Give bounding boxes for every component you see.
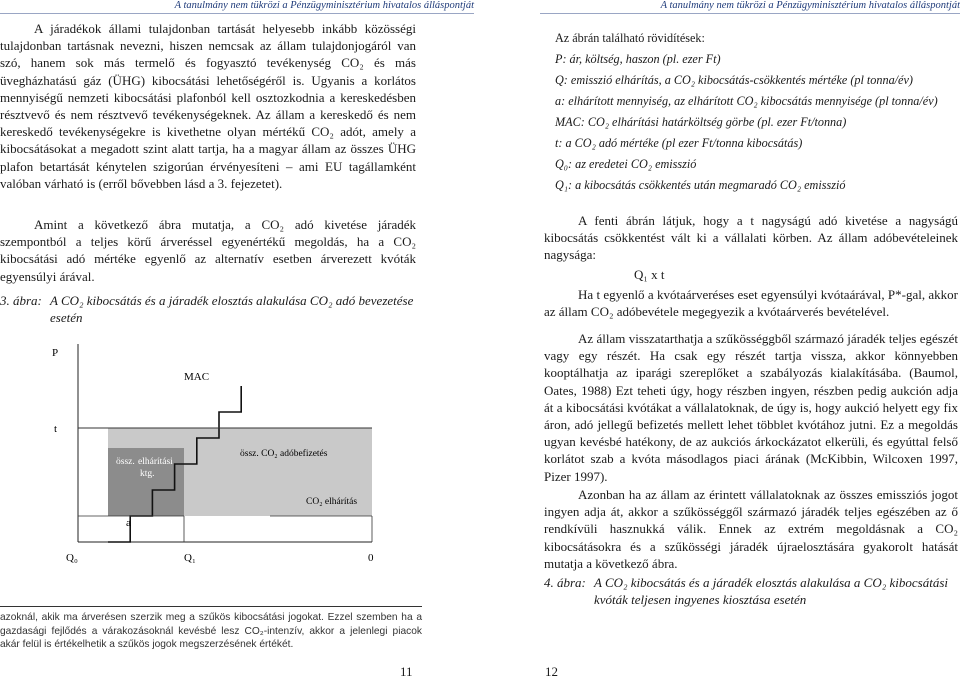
def-t: t: a CO₂ adó mértéke (pl ezer Ft/tonna kibocsátás) — [555, 136, 803, 150]
box1-line1: össz. — [116, 457, 135, 467]
right-paragraph-3: Az állam visszatarthatja a szűkösséggből származó járadék teljes egészét vagy egy részét. Ha csak egy részét tartja vissza, akkor könnyebben kooptálhatja az iparági szereplőket a szabályozás kialakításába. (Baumol, Oates, 1988) Ezt teheti úgy, hogy részben ingyen, részben pedig aukción adja át a kibocsátási kvótákat a vállalatoknak, de úgy is, hogy aukció helyett egy fix áron, adó jellegű befizetés mellett lehet többlet kvótához jutni. Ez a megoldás ugyan kevésbé hatékony, de az aukciós árkockázatot elkerüli, és egyúttal felső korlátot szab a kvóta másodlagos piaci árának (McKibbin, Wilcoxen 1997, Pizer 1997). — [544, 331, 958, 484]
a-label: a — [126, 517, 131, 529]
p-axis-label: P — [52, 347, 59, 359]
abbreviation-intro: Az ábrán található rövidítések: — [555, 31, 705, 45]
page-number-left: 11 — [400, 664, 413, 679]
page-header-right: A tanulmány nem tükrözi a Pénzügyminisztérium hivatalos álláspontját — [540, 0, 960, 14]
right-paragraph-4: Azonban ha az állam az érintett vállalatoknak az összes emissziós jogot ingyen adja át, akkor a szűkösséggől származó járadék teljes egészében az ő rendkívüli hasznukká válik. Ennek az extrém megoldásnak a CO₂ kibocsátásokra és a szűkösségi járadék újraelosztására gyakorolt hatását mutatja a következő ábra. — [544, 487, 958, 571]
figure-4-caption — [544, 574, 958, 608]
box1-line2: elhárítási — [138, 457, 173, 467]
zero-label: 0 — [368, 552, 374, 564]
figure-3-label: 3. ábra: — [0, 293, 42, 308]
footnote: azoknál, akik ma árverésen szerzik meg a szűkös kibocsátási jogokat. Ezzel szemben ha a gazdasági fejlődés a várakozásoknál kevésbé lesz CO₂-intenzív, akkor a jelenlegi piacok akár felül is értékelhetik a szűkös jogok megszerzésének értékét. — [0, 606, 422, 652]
abatement-label: CO₂ elhárítás — [306, 497, 358, 507]
t-axis-label: t — [54, 423, 58, 435]
figure-3-chart — [0, 336, 420, 572]
def-a: a: elhárított mennyiség, az elhárított CO₂ kibocsátás mennyisége (pl tonna/év) — [555, 94, 938, 108]
figure-4-label: 4. ábra: — [544, 575, 586, 590]
page-number-right: 12 — [545, 664, 558, 679]
def-p: P: ár, költség, haszon (pl. ezer Ft) — [555, 52, 721, 66]
left-paragraph-1: A járadékok állami tulajdonban tartását helyesebb inkább közösségi tulajdonban tartásnak nevezni, hiszen nemcsak az állam tulajdonjogáról van szó, hanem sok más termelő és fogyasztó tevékenység CO₂ és más üvegházhatású gáz (ÜHG) kibocsátási lehetőségéről is. Ugyanis a korlátos mennyiségű nemzeti kibocsátási plafonból kell osztozkodnia a kereskedésben résztvevő és nem résztvevő tevékenységeknek. Az állam a kereskedő és nem kereskedő tevékenységekre is kivethetne olyan mértékű CO₂ adót, amely a kibocsátásokat a megadott szint alatt tartja, ha a magyar állam az összes ÜHG plafon betartását kénytelen szigorúan érvényesíteni – ami EU tagállamként valóban várható is (erről bővebben lásd a 3. fejezetet). — [0, 21, 416, 191]
box2-label: össz. CO₂ adóbefizetés — [240, 449, 328, 459]
box1-line3: ktg. — [140, 469, 155, 479]
def-q0: Q₀: az eredetei CO₂ emisszió — [555, 157, 697, 171]
left-paragraph-2: Amint a következő ábra mutatja, a CO₂ adó kivetése járadék szempontból a teljes körű árveréssel egyenértékű megoldás, ha a CO₂ kibocsátási adó mértéke egyenlő az alternatív esetben árverezett kvóták egyensúlyi árával. — [0, 217, 416, 284]
q1-label: Q₁ — [184, 552, 196, 564]
q0-label: Q₀ — [66, 552, 78, 564]
right-paragraph-1: A fenti ábrán látjuk, hogy a t nagyságú adó kivetése a nagyságú kibocsátás csökkentést vált ki a vállalati körben. Az állam adóbevételeinek nagysága: — [544, 213, 958, 263]
def-q: Q: emisszió elhárítás, a CO₂ kibocsátás-csökkentés mértéke (pl tonna/év) — [555, 73, 913, 87]
mac-label: MAC — [184, 371, 210, 383]
figure-4-title: A CO₂ kibocsátás és a járadék elosztás alakulása a CO₂ kibocsátási kvóták teljesen ingyenes kiosztása esetén — [594, 575, 949, 607]
def-mac: MAC: CO₂ elhárítási határköltség görbe (pl. ezer Ft/tonna) — [555, 115, 847, 129]
figure-3-title: A CO₂ kibocsátás és a járadék elosztás alakulása CO₂ adó bevezetése esetén — [50, 293, 414, 325]
figure-3-caption — [0, 292, 416, 326]
abbreviation-list — [555, 28, 955, 196]
right-paragraph-2: Ha t egyenlő a kvótaárveréses eset egyensúlyi kvótaárával, P*-gal, akkor az állam CO₂ adóbevétele megegyezik a kvótaárverés bevételével. — [544, 287, 958, 320]
def-q1: Q₁: a kibocsátás csökkentés után megmaradó CO₂ emisszió — [555, 178, 846, 192]
page-header-left: A tanulmány nem tükrözi a Pénzügyminisztérium hivatalos álláspontját — [0, 0, 474, 14]
tax-revenue-formula: Q₁ x t — [634, 267, 665, 282]
